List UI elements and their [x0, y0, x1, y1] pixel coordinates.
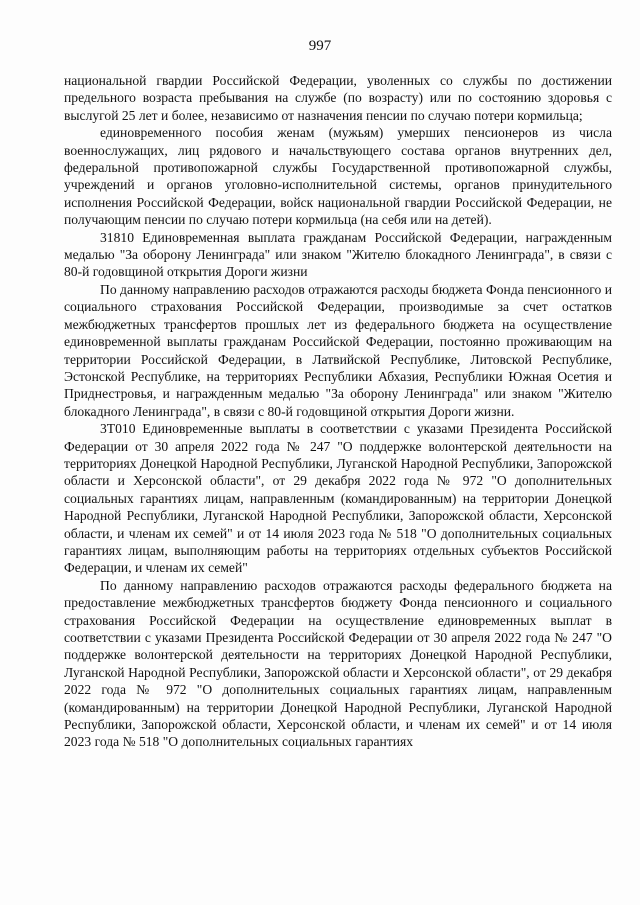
- paragraph-code-31810: 31810 Единовременная выплата гражданам Российской Федерации, награжденным медалью "За оборону Ленинграда" или знаком "Жителю блокадного Ленинграда", в связи с 80-й годовщиной открытия Дороги жизни: [64, 229, 612, 280]
- paragraph-pension-benefit: единовременного пособия женам (мужьям) умерших пенсионеров из числа военнослужащих, лиц рядового и начальствующего состава органов внутренних дел, федеральной противопожарной службы Государственной противопожарной службы, учреждений и органов уголовно-исполнительной системы, органов принудительного исполнения Российской Федерации, войск национальной гвардии Российской Федерации, не получающим пенсии по случаю потери кормильца (на себя или на детей).: [64, 125, 612, 228]
- document-body: [64, 72, 612, 751]
- paragraph-continuation: национальной гвардии Российской Федерации, уволенных со службы по достижении предельного возраста пребывания на службе (по возрасту) или по состоянию здоровья с выслугой 25 лет и более, независимо от назначения пенсии по случаю потери кормильца;: [64, 73, 612, 123]
- page-number: 997: [308, 38, 332, 54]
- paragraph-31810-description: По данному направлению расходов отражаются расходы бюджета Фонда пенсионного и социального страхования Российской Федерации, производимые за счет остатков межбюджетных трансфертов прошлых лет из федерального бюджета на осуществление единовременной выплаты гражданам Российской Федерации, постоянно проживающим на территории Российской Федерации, в Латвийской Республике, Литовской Республике, Эстонской Республике, на территориях Республики Абхазия, Республики Южная Осетия и Приднестровья, и награжденным медалью "За оборону Ленинграда" или знаком "Жителю блокадного Ленинграда", в связи с 80-й годовщиной открытия Дороги жизни.: [64, 281, 612, 419]
- paragraph-code-3t010: 3Т010 Единовременные выплаты в соответствии с указами Президента Российской Федерации от 30 апреля 2022 года № 247 "О поддержке волонтерской деятельности на территориях Донецкой Народной Республики, Луганской Народной Республики, Запорожской области и Херсонской области", от 29 декабря 2022 года № 972 "О дополнительных социальных гарантиях лицам, направленным (командированным) на территории Донецкой Народной Республики, Луганской Народной Республики, Запорожской области, Херсонской области, и членам их семей" и от 14 июля 2023 года № 518 "О дополнительных социальных гарантиях лицам, выполняющим работы на территориях отдельных субъектов Российской Федерации, и членам их семей": [64, 421, 612, 576]
- paragraph-3t010-description: По данному направлению расходов отражаются расходы федерального бюджета на предоставление межбюджетных трансфертов бюджету Фонда пенсионного и социального страхования Российской Федерации на осуществление единовременных выплат в соответствии с указами Президента Российской Федерации от 30 апреля 2022 года № 247 "О поддержке волонтерской деятельности на территориях Донецкой Народной Республики, Луганской Народной Республики, Запорожской области и Херсонской области", от 29 декабря 2022 года № 972 "О дополнительных социальных гарантиях лицам, направленным (командированным) на территории Донецкой Народной Республики, Луганской Народной Республики, Запорожской области, Херсонской области, и членам их семей" и от 14 июля 2023 года № 518 "О дополнительных социальных гарантиях: [64, 577, 612, 750]
